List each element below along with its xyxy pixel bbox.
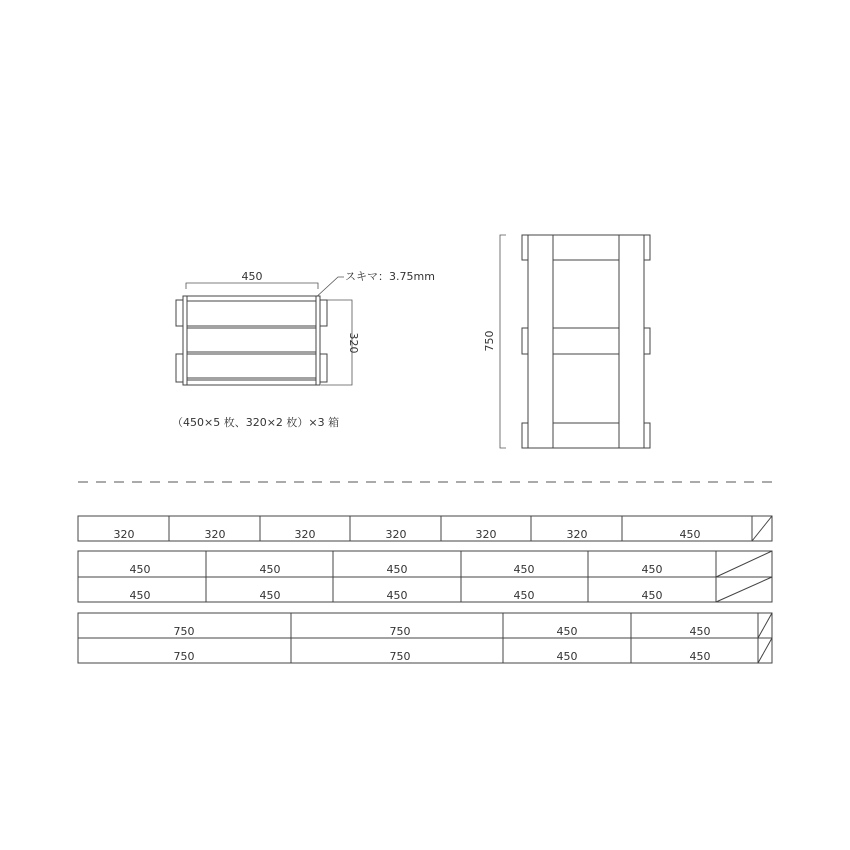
front-board-1	[187, 296, 316, 301]
width-dimension-label: 450	[241, 270, 263, 283]
cut-piece-label: 450	[689, 650, 711, 663]
cut-piece-label: 320	[385, 528, 407, 541]
cut-piece-label: 450	[259, 589, 281, 602]
cut-piece-label: 320	[475, 528, 497, 541]
front-view	[172, 270, 435, 429]
front-board-5	[187, 380, 316, 385]
left-cleat-top	[176, 300, 183, 326]
cut-piece-label: 450	[129, 589, 151, 602]
side-cleat-left-middle	[522, 328, 528, 354]
side-bottom-rail	[553, 423, 619, 448]
side-middle-rail	[553, 328, 619, 354]
cut-piece-label: 450	[259, 563, 281, 576]
left-cleat-bottom	[176, 354, 183, 382]
waste-hatch	[752, 516, 772, 541]
waste-hatch	[758, 638, 772, 663]
cut-plan-2	[78, 551, 772, 602]
cut-piece-label: 320	[113, 528, 135, 541]
waste-hatch	[716, 577, 772, 602]
side-cleat-left-top	[522, 235, 528, 260]
cut-piece-label: 450	[513, 563, 535, 576]
waste-hatch	[758, 613, 772, 638]
cut-piece-label: 450	[641, 589, 663, 602]
cut-piece-label: 750	[173, 650, 195, 663]
side-cleat-right-bottom	[644, 423, 650, 448]
cut-piece-label: 450	[556, 625, 578, 638]
cut-plan-1-outline	[78, 516, 772, 541]
cut-piece-label: 450	[689, 625, 711, 638]
cut-plan-3	[78, 613, 772, 663]
cut-piece-label: 320	[294, 528, 316, 541]
cut-piece-label: 750	[173, 625, 195, 638]
width-dimension-line	[186, 283, 318, 289]
side-view	[483, 235, 650, 448]
parts-note: （450×5 枚、320×2 枚）×3 箱	[172, 416, 340, 429]
waste-hatch	[716, 551, 772, 577]
front-board-4	[187, 354, 316, 378]
side-cleat-right-top	[644, 235, 650, 260]
cut-piece-label: 450	[129, 563, 151, 576]
right-side-board	[316, 296, 320, 385]
side-height-label: 750	[483, 330, 496, 352]
gap-note: スキマ：3.75mm	[345, 270, 435, 283]
cut-piece-label: 750	[389, 625, 411, 638]
front-board-2	[187, 301, 316, 326]
side-top-rail	[553, 235, 619, 260]
side-left-post	[528, 235, 553, 448]
cut-piece-label: 450	[513, 589, 535, 602]
cut-piece-label: 450	[679, 528, 701, 541]
cut-plan-1	[78, 516, 772, 541]
cut-piece-label: 320	[204, 528, 226, 541]
height-dimension-label: 320	[347, 332, 360, 354]
side-height-dimension-line	[500, 235, 506, 448]
front-board-3	[187, 328, 316, 352]
side-right-post	[619, 235, 644, 448]
cut-piece-label: 450	[386, 589, 408, 602]
side-cleat-right-middle	[644, 328, 650, 354]
left-side-board	[183, 296, 187, 385]
cut-piece-label: 450	[556, 650, 578, 663]
cut-piece-label: 450	[641, 563, 663, 576]
cut-piece-label: 450	[386, 563, 408, 576]
side-cleat-left-bottom	[522, 423, 528, 448]
cut-piece-label: 320	[566, 528, 588, 541]
right-cleat-top	[320, 300, 327, 326]
right-cleat-bottom	[320, 354, 327, 382]
cut-piece-label: 750	[389, 650, 411, 663]
